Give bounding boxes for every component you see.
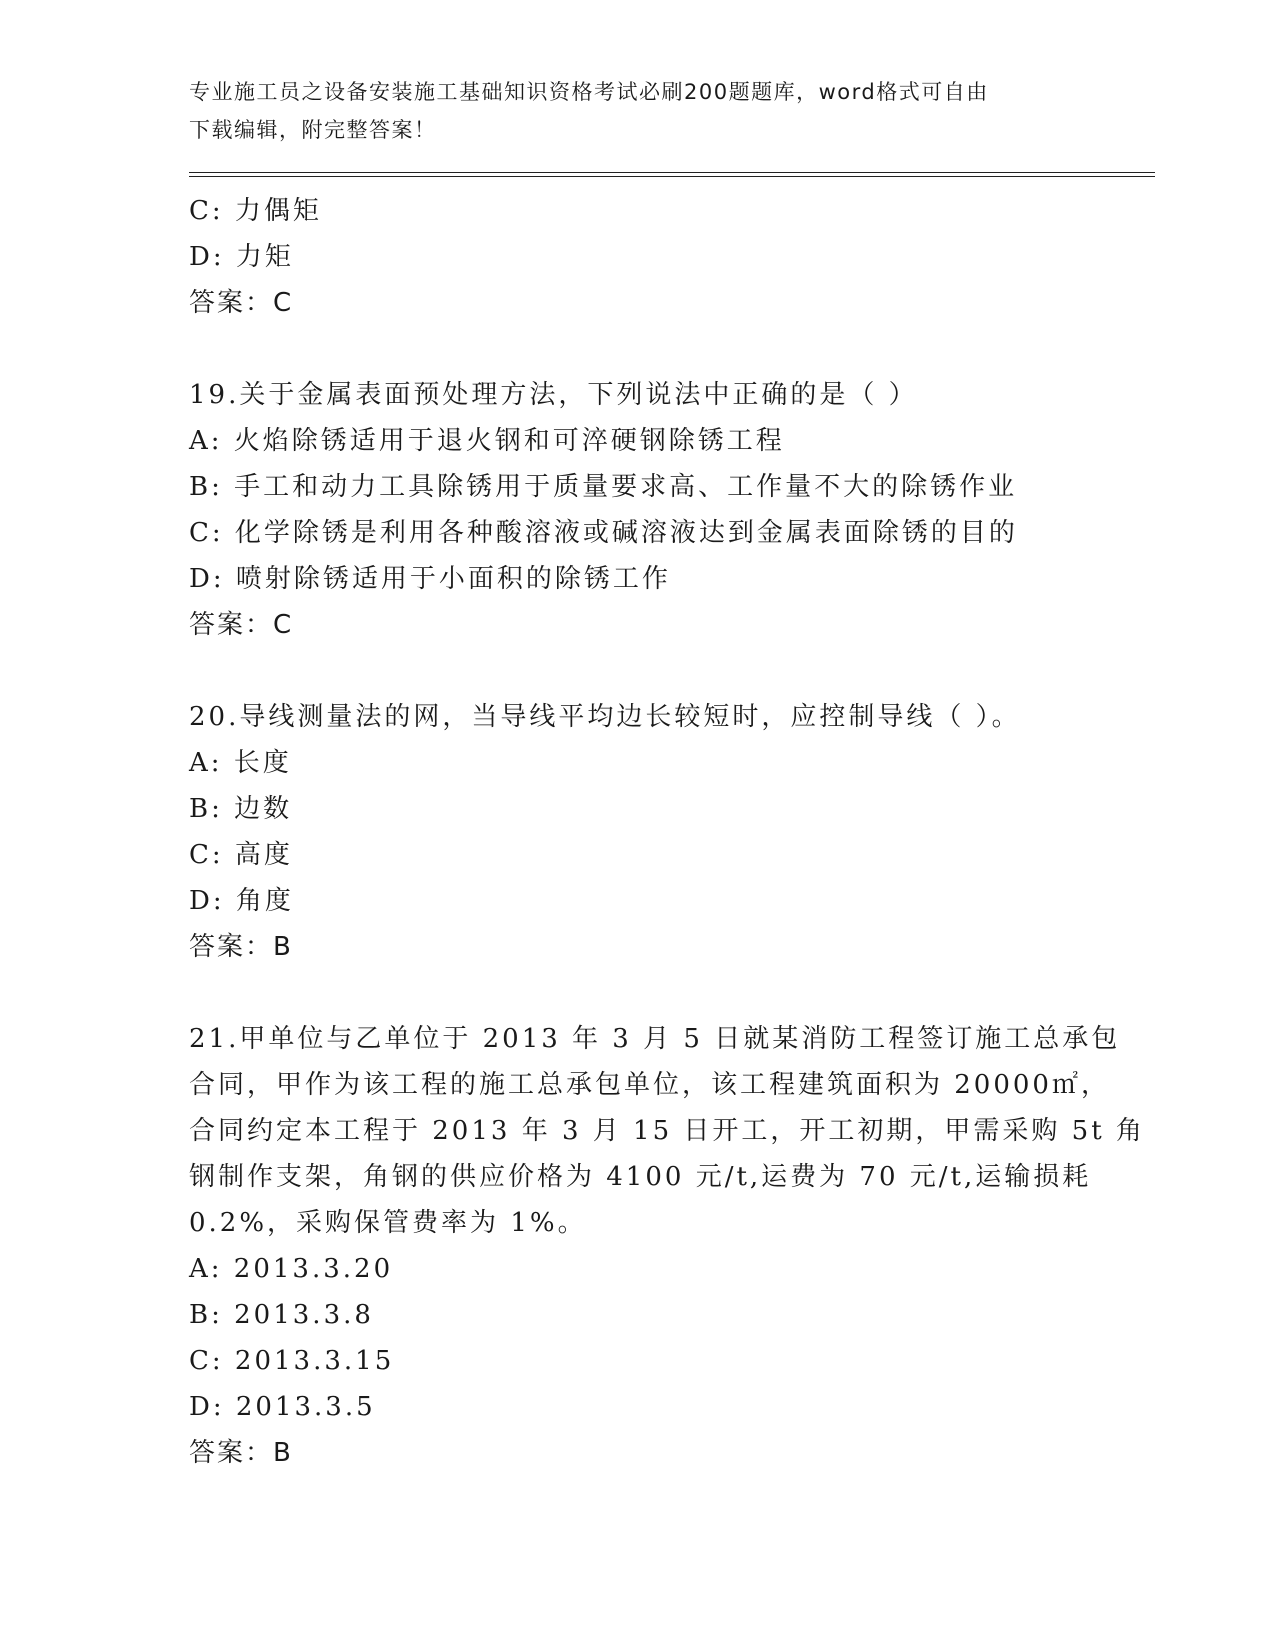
option-b: B: 手工和动力工具除锈用于质量要求高、工作量不大的除锈作业 xyxy=(189,472,1018,502)
question-stem-line: 钢制作支架，角钢的供应价格为 4100 元/t,运费为 70 元/t,运输损耗 xyxy=(189,1162,1092,1192)
question-list xyxy=(189,188,1145,1476)
option-c: C: 化学除锈是利用各种酸溶液或碱溶液达到金属表面除锈的目的 xyxy=(189,518,1018,548)
option-c: C: 高度 xyxy=(189,840,293,870)
question-stem-line: 21.甲单位与乙单位于 2013 年 3 月 5 日就某消防工程签订施工总承包 xyxy=(189,1024,1121,1054)
question-20 xyxy=(189,694,1089,970)
question-stem: 20.导线测量法的网，当导线平均边长较短时，应控制导线（ ）。 xyxy=(189,702,1021,732)
answer: 答案：B xyxy=(189,1438,293,1468)
document-header xyxy=(189,73,1089,149)
header-rule-bottom xyxy=(189,176,1155,177)
option-d: D: 角度 xyxy=(189,886,294,916)
question-stem-line: 合同约定本工程于 2013 年 3 月 15 日开工，开工初期，甲需采购 5t 角 xyxy=(189,1116,1145,1146)
option-a: A: 火焰除锈适用于退火钢和可淬硬钢除锈工程 xyxy=(189,426,785,456)
question-stem-line: 0.2%，采购保管费率为 1%。 xyxy=(189,1208,587,1238)
header-line-1: 专业施工员之设备安装施工基础知识资格考试必刷200题题库，word格式可自由 xyxy=(189,80,989,104)
option-a: A: 长度 xyxy=(189,748,292,778)
question-18 xyxy=(189,188,1089,326)
answer: 答案：C xyxy=(189,610,294,640)
option-c: C: 2013.3.15 xyxy=(189,1346,395,1376)
header-rule-top xyxy=(189,172,1155,173)
option-d: D: 2013.3.5 xyxy=(189,1392,376,1422)
option-b: B: 2013.3.8 xyxy=(189,1300,374,1330)
answer: 答案：B xyxy=(189,932,293,962)
spacer xyxy=(189,970,1089,1016)
option-a: A: 2013.3.20 xyxy=(189,1254,394,1284)
header-line-2: 下载编辑，附完整答案！ xyxy=(189,118,437,142)
question-21 xyxy=(189,1016,1145,1476)
question-stem: 19.关于金属表面预处理方法，下列说法中正确的是（ ） xyxy=(189,380,918,410)
option-d: D: 喷射除锈适用于小面积的除锈工作 xyxy=(189,564,671,594)
option-d: D: 力矩 xyxy=(189,242,294,272)
option-c: C: 力偶矩 xyxy=(189,196,322,226)
question-stem-line: 合同，甲作为该工程的施工总承包单位，该工程建筑面积为 20000㎡， xyxy=(189,1070,1110,1100)
spacer xyxy=(189,326,1089,372)
question-19 xyxy=(189,372,1089,648)
option-b: B: 边数 xyxy=(189,794,293,824)
answer: 答案：C xyxy=(189,288,294,318)
spacer xyxy=(189,648,1089,694)
